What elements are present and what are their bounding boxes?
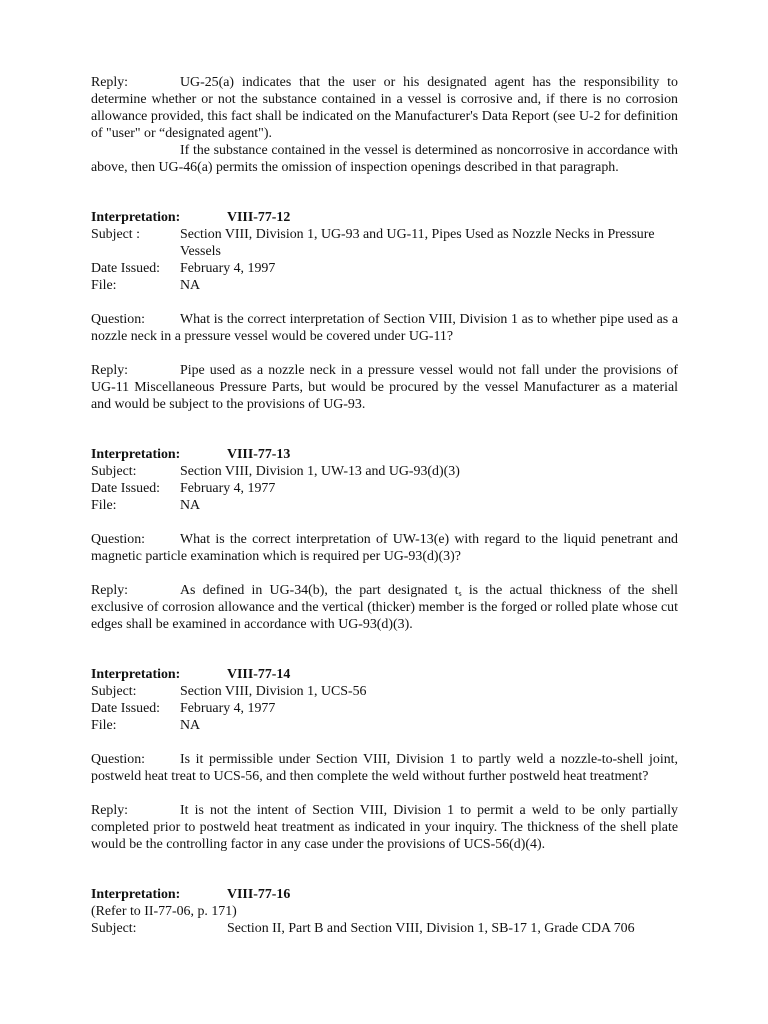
- interpretation-header: [91, 446, 678, 463]
- question-label: Question:: [91, 752, 146, 767]
- date-issued-row: [91, 700, 678, 717]
- reply-label: Reply:: [91, 363, 129, 378]
- interpretation-label: Interpretation:: [91, 667, 181, 682]
- interpretation-header: [91, 886, 678, 903]
- question-paragraph: [91, 311, 678, 345]
- reply-label: Reply:: [91, 803, 129, 818]
- date-issued-value: February 4, 1977: [180, 701, 276, 716]
- reply-label: Reply:: [91, 583, 129, 598]
- file-value: NA: [180, 278, 201, 293]
- subject-value: Section VIII, Division 1, UCS-56: [180, 684, 367, 699]
- interpretation-viii-77-13: [91, 446, 678, 633]
- question-paragraph: [91, 751, 678, 785]
- interpretation-viii-77-12: [91, 209, 678, 413]
- file-label: File:: [91, 498, 117, 513]
- reply-continuation: If the substance contained in the vessel is determined as noncorrosive in accordance with above, then UG-46(a) permits the omission of inspection openings described in that paragraph.: [91, 143, 678, 175]
- interpretation-header: [91, 209, 678, 226]
- date-issued-label: Date Issued:: [91, 261, 161, 276]
- subject-label: Subject:: [91, 921, 137, 936]
- file-label: File:: [91, 278, 117, 293]
- reply-text-b: is the actual thickness of the shell exclusive of corrosion allowance and the vertical (thicker) member is the forged or rolled plate whose cut edges shall be examined in accordance with UG-93(d)(3).: [91, 583, 678, 632]
- file-row: [91, 717, 678, 734]
- interpretation-label: Interpretation:: [91, 447, 181, 462]
- question-text: What is the correct interpretation of UW-13(e) with regard to the liquid penetrant and magnetic particle examination which is required per UG-93(d)(3)?: [91, 532, 678, 564]
- subject-value: Section VIII, Division 1, UW-13 and UG-93(d)(3): [180, 464, 460, 479]
- subject-row: [91, 226, 678, 260]
- date-issued-label: Date Issued:: [91, 701, 161, 716]
- interpretation-viii-77-14: [91, 666, 678, 853]
- date-issued-value: February 4, 1977: [180, 481, 276, 496]
- subject-label: Subject:: [91, 464, 137, 479]
- date-issued-row: [91, 480, 678, 497]
- reply-text: UG-25(a) indicates that the user or his designated agent has the responsibility to determine whether or not the substance contained in a vessel is corrosive and, if there is no corrosion allowance provided, this fact shall be indicated on the Manufacturer's Data Report (see U-2 for definition of "user" or “designated agent").: [91, 75, 678, 141]
- subject-row: [91, 463, 678, 480]
- question-label: Question:: [91, 532, 146, 547]
- file-value: NA: [180, 718, 201, 733]
- interpretation-id: VIII-77-12: [227, 210, 291, 225]
- question-label: Question:: [91, 312, 146, 327]
- interpretation-label: Interpretation:: [91, 210, 181, 225]
- subject-row: [91, 683, 678, 700]
- subject-value: Section VIII, Division 1, UG-93 and UG-11, Pipes Used as Nozzle Necks in Pressure Vessels: [180, 227, 655, 259]
- document-page: [91, 74, 678, 937]
- file-value: NA: [180, 498, 201, 513]
- interpretation-id: VIII-77-16: [227, 887, 291, 902]
- file-row: [91, 277, 678, 294]
- refer-note: (Refer to II-77-06, p. 171): [91, 904, 237, 919]
- reply-label: Reply:: [91, 75, 129, 90]
- subject-row: [91, 920, 678, 937]
- reply-text: It is not the intent of Section VIII, Division 1 to permit a weld to be only partially completed prior to postweld heat treatment as indicated in your inquiry. The thickness of the shell plate would be the controlling factor in any case under the provisions of UCS-56(d)(4).: [91, 803, 678, 852]
- interpretation-id: VIII-77-13: [227, 447, 291, 462]
- date-issued-row: [91, 260, 678, 277]
- date-issued-label: Date Issued:: [91, 481, 161, 496]
- reply-text: Pipe used as a nozzle neck in a pressure vessel would not fall under the provisions of UG-11 Miscellaneous Pressure Parts, but would be procured by the vessel Manufacturer as a material and would be subject to the provisions of UG-93.: [91, 363, 678, 412]
- subject-value: Section II, Part B and Section VIII, Division 1, SB-17 1, Grade CDA 706: [227, 921, 635, 936]
- question-text: Is it permissible under Section VIII, Division 1 to partly weld a nozzle-to-shell joint, postweld heat treat to UCS-56, and then complete the weld without further postweld heat treatment?: [91, 752, 678, 784]
- interpretation-label: Interpretation:: [91, 887, 181, 902]
- file-row: [91, 497, 678, 514]
- interpretation-header: [91, 666, 678, 683]
- reply-paragraph: [91, 582, 678, 633]
- reply-paragraph: [91, 802, 678, 853]
- question-paragraph: [91, 531, 678, 565]
- subject-label: Subject :: [91, 227, 140, 242]
- reply-paragraph: [91, 74, 678, 142]
- date-issued-value: February 4, 1997: [180, 261, 276, 276]
- file-label: File:: [91, 718, 117, 733]
- interpretation-viii-77-16: [91, 886, 678, 937]
- subject-label: Subject:: [91, 684, 137, 699]
- interpretation-id: VIII-77-14: [227, 667, 291, 682]
- question-text: What is the correct interpretation of Section VIII, Division 1 as to whether pipe used as a nozzle neck in a pressure vessel would be covered under UG-11?: [91, 312, 678, 344]
- reply-paragraph: [91, 362, 678, 413]
- subscript-s: s: [458, 589, 462, 598]
- reply-text-a: As defined in UG-34(b), the part designated t: [180, 583, 459, 598]
